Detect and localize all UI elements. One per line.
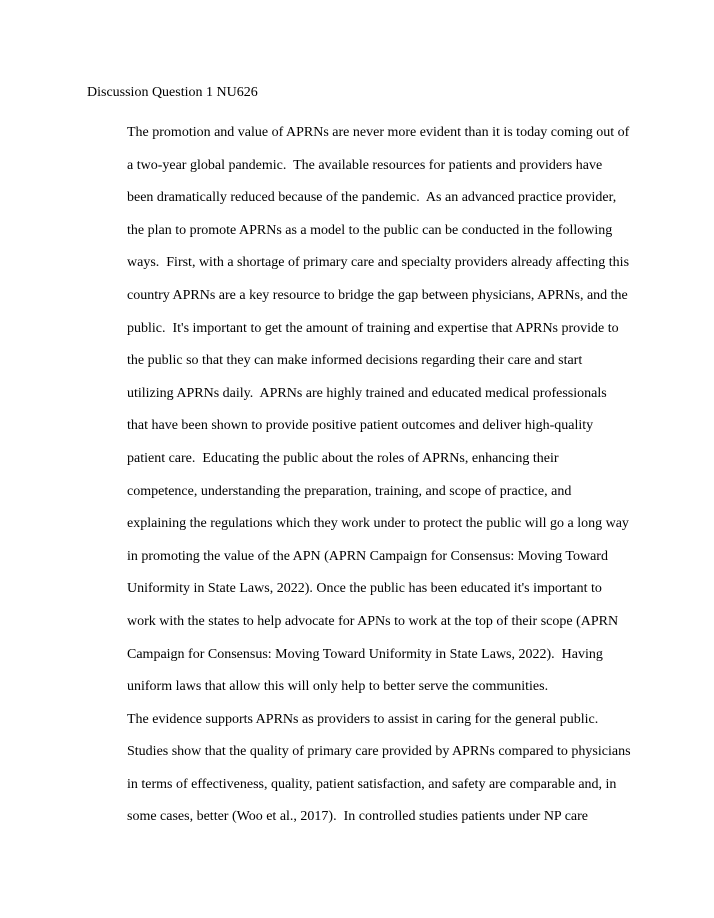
body-line: patient care. Educating the public about the roles of APRNs, enhancing their <box>127 450 559 466</box>
body-line: The evidence supports APRNs as providers to assist in caring for the general public. <box>127 711 599 727</box>
body-line: that have been shown to provide positive patient outcomes and deliver high-quality <box>127 418 594 434</box>
body-line: a two-year global pandemic. The available resources for patients and providers have <box>127 157 603 173</box>
body-line: in terms of effectiveness, quality, patient satisfaction, and safety are comparable and, in <box>127 776 617 792</box>
body-line: public. It's important to get the amount of training and expertise that APRNs provide to <box>127 320 619 336</box>
body-line: explaining the regulations which they work under to protect the public will go a long way <box>127 516 629 532</box>
body-line: some cases, better (Woo et al., 2017). In controlled studies patients under NP care <box>127 809 588 825</box>
body-line: competence, understanding the preparation, training, and scope of practice, and <box>127 483 572 499</box>
body-line: in promoting the value of the APN (APRN Campaign for Consensus: Moving Toward <box>127 548 608 564</box>
body-line: The promotion and value of APRNs are never more evident than it is today coming out of <box>127 125 630 140</box>
body-line: been dramatically reduced because of the pandemic. As an advanced practice provider, <box>127 190 617 206</box>
document-title: Discussion Question 1 NU626 <box>87 85 258 100</box>
body-line: Studies show that the quality of primary care provided by APRNs compared to physicians <box>127 744 631 760</box>
body-line: the plan to promote APRNs as a model to the public can be conducted in the following <box>127 222 613 238</box>
body-line: uniform laws that allow this will only help to better serve the communities. <box>127 679 549 695</box>
body-line: utilizing APRNs daily. APRNs are highly trained and educated medical professionals <box>127 385 607 401</box>
body-line: the public so that they can make informed decisions regarding their care and start <box>127 353 583 369</box>
body-line: Campaign for Consensus: Moving Toward Uniformity in State Laws, 2022). Having <box>127 646 603 662</box>
body-line: country APRNs are a key resource to bridge the gap between physicians, APRNs, and the <box>127 287 628 303</box>
body-line: ways. First, with a shortage of primary care and specialty providers already affecting this <box>127 255 630 271</box>
body-line: work with the states to help advocate for APNs to work at the top of their scope (APRN <box>127 613 619 629</box>
body-line: Uniformity in State Laws, 2022). Once the public has been educated it's important to <box>127 581 602 597</box>
document-body <box>127 124 647 841</box>
